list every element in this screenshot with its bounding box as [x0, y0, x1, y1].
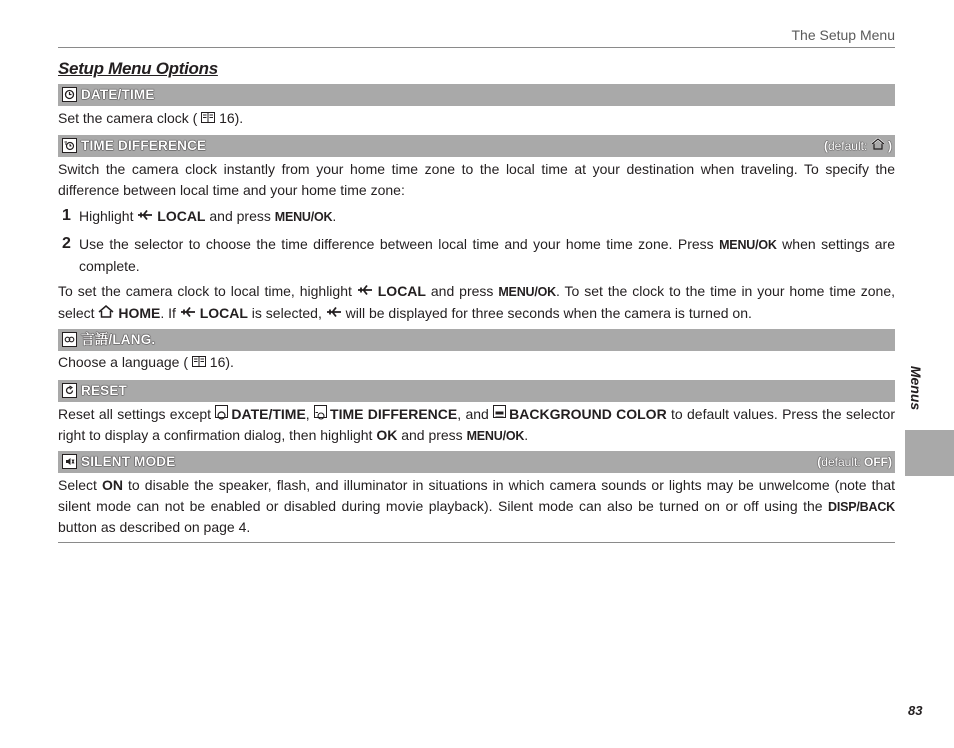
bottom-rule	[58, 542, 895, 543]
step-2-number: 2	[62, 235, 71, 252]
lang-bar	[58, 329, 895, 351]
silent-mode-icon	[62, 454, 77, 469]
clock-icon	[215, 405, 228, 418]
silent-mode-title: SILENT MODE	[81, 454, 176, 469]
silent-mode-default: (default: OFF)	[817, 455, 892, 469]
time-difference-bar	[58, 135, 895, 157]
time-difference-title: TIME DIFFERENCE	[81, 138, 207, 153]
reset-desc: Reset all settings except DATE/TIME, TIME DIFFERENCE, and BACKGROUND COLOR to default values. Press the selector right to display a confirmation dialog, then highlight OK and press MENU/OK.	[58, 406, 895, 443]
step-2: 2 Use the selector to choose the time difference between local time and your home time zone. Press MENU/OK when settings are complete.	[62, 235, 896, 274]
reset-bar	[58, 380, 895, 402]
home-icon	[98, 305, 118, 321]
side-label: Menus	[908, 365, 924, 411]
reset-title: RESET	[81, 383, 128, 398]
clock-icon	[62, 87, 77, 102]
time-difference-default: (default: )	[823, 139, 892, 153]
date-time-bar	[58, 84, 895, 106]
step-1: 1 Highlight LOCAL and press MENU/OK.	[62, 206, 895, 228]
airplane-icon	[137, 208, 157, 224]
section-title: Setup Menu Options	[58, 59, 218, 78]
step-1-number: 1	[62, 207, 71, 224]
time-difference-icon	[314, 405, 327, 418]
airplane-icon	[180, 305, 200, 321]
home-icon	[871, 139, 888, 153]
header-label: The Setup Menu	[791, 27, 895, 43]
time-difference-outro: To set the camera clock to local time, highlight LOCAL and press MENU/OK. To set the clock to the time in your home time zone, select HOME. If LOCAL is selected, will be displayed for three seconds when the camera is turned on.	[58, 283, 896, 321]
date-time-desc: Set the camera clock ( 16).	[58, 110, 244, 126]
language-icon	[62, 332, 77, 347]
header-rule	[58, 47, 895, 48]
background-color-icon	[493, 405, 506, 418]
silent-mode-desc: Select ON to disable the speaker, flash, and illuminator in situations in which camera sounds or lights may be unwelcome (note that silent mode can not be enabled or disabled during movie playback). Silent mode can also be turned on or off using the DISP/BACK button as described on page 4.	[58, 477, 896, 535]
side-tab	[905, 430, 954, 476]
date-time-title: DATE/TIME	[81, 87, 155, 102]
reset-icon	[62, 383, 77, 398]
page-number: 83	[908, 703, 923, 718]
airplane-icon	[326, 305, 346, 321]
time-difference-intro: Switch the camera clock instantly from your home time zone to the local time at your destination when traveling. To specify the difference between local time and your home time zone:	[58, 161, 895, 198]
time-difference-icon	[62, 138, 77, 153]
lang-title: 言語/LANG.	[81, 332, 156, 347]
book-icon	[188, 354, 210, 370]
book-icon	[197, 110, 219, 126]
silent-mode-bar	[58, 451, 895, 473]
lang-desc: Choose a language ( 16).	[58, 354, 234, 370]
airplane-icon	[357, 283, 378, 299]
